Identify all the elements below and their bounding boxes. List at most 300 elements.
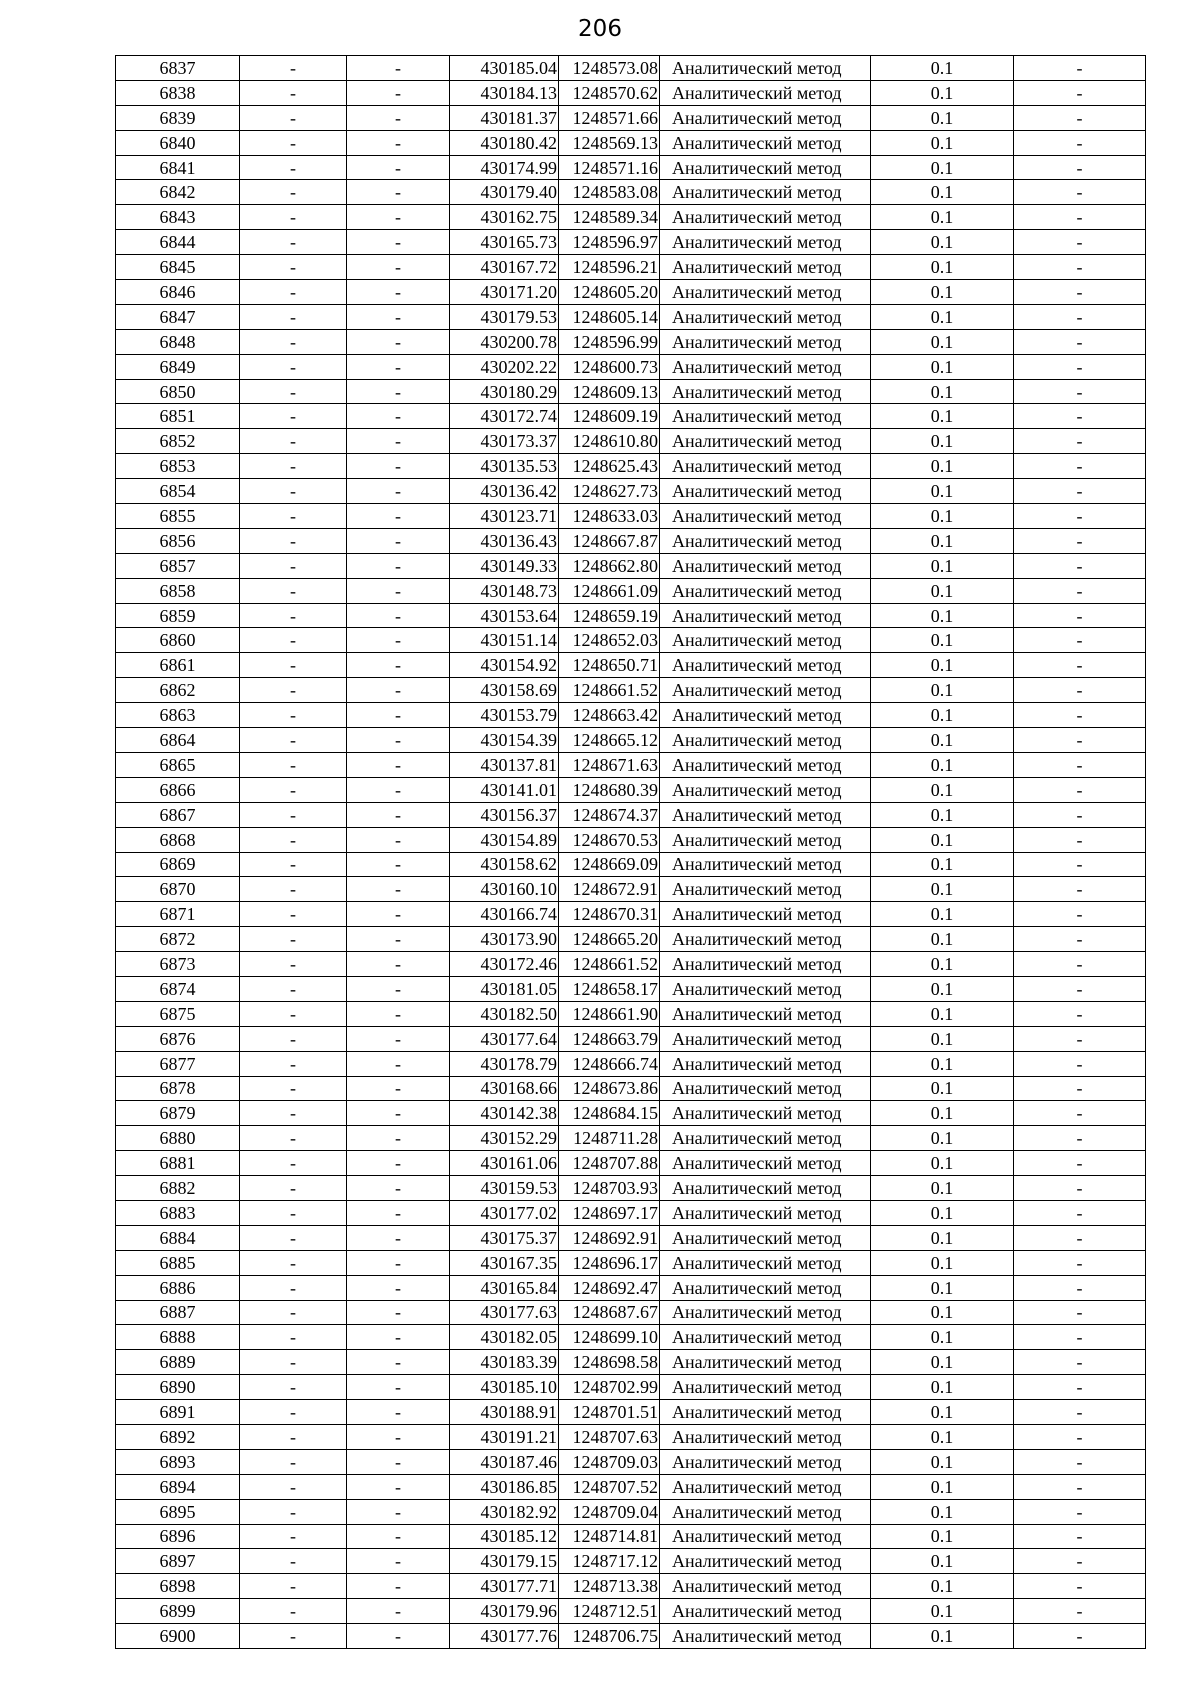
y-coordinate-cell: 1248600.73 <box>559 354 660 379</box>
accuracy-cell: 0.1 <box>871 1250 1014 1275</box>
dash-cell: - <box>347 1151 450 1176</box>
x-coordinate-cell: 430182.50 <box>450 1001 559 1026</box>
dash-cell: - <box>240 628 347 653</box>
dash-cell: - <box>1014 205 1146 230</box>
dash-cell: - <box>1014 255 1146 280</box>
dash-cell: - <box>240 902 347 927</box>
dash-cell: - <box>347 703 450 728</box>
point-number-cell: 6894 <box>116 1474 240 1499</box>
y-coordinate-cell: 1248661.52 <box>559 678 660 703</box>
x-coordinate-cell: 430165.84 <box>450 1275 559 1300</box>
dash-cell: - <box>1014 1524 1146 1549</box>
method-cell: Аналитический метод <box>660 952 871 977</box>
y-coordinate-cell: 1248692.91 <box>559 1225 660 1250</box>
y-coordinate-cell: 1248670.31 <box>559 902 660 927</box>
dash-cell: - <box>240 230 347 255</box>
point-number-cell: 6879 <box>116 1101 240 1126</box>
dash-cell: - <box>1014 1225 1146 1250</box>
dash-cell: - <box>1014 528 1146 553</box>
dash-cell: - <box>240 952 347 977</box>
table-row <box>116 1026 1146 1051</box>
y-coordinate-cell: 1248699.10 <box>559 1325 660 1350</box>
method-cell: Аналитический метод <box>660 1300 871 1325</box>
accuracy-cell: 0.1 <box>871 952 1014 977</box>
table-row <box>116 280 1146 305</box>
point-number-cell: 6895 <box>116 1499 240 1524</box>
dash-cell: - <box>240 1499 347 1524</box>
table-row <box>116 1275 1146 1300</box>
accuracy-cell: 0.1 <box>871 1424 1014 1449</box>
x-coordinate-cell: 430154.92 <box>450 653 559 678</box>
dash-cell: - <box>347 728 450 753</box>
dash-cell: - <box>1014 877 1146 902</box>
accuracy-cell: 0.1 <box>871 827 1014 852</box>
method-cell: Аналитический метод <box>660 1001 871 1026</box>
point-number-cell: 6877 <box>116 1051 240 1076</box>
accuracy-cell: 0.1 <box>871 1101 1014 1126</box>
accuracy-cell: 0.1 <box>871 1325 1014 1350</box>
table-row <box>116 255 1146 280</box>
method-cell: Аналитический метод <box>660 1026 871 1051</box>
dash-cell: - <box>1014 479 1146 504</box>
accuracy-cell: 0.1 <box>871 628 1014 653</box>
point-number-cell: 6878 <box>116 1076 240 1101</box>
dash-cell: - <box>1014 752 1146 777</box>
y-coordinate-cell: 1248633.03 <box>559 504 660 529</box>
dash-cell: - <box>240 1350 347 1375</box>
method-cell: Аналитический метод <box>660 678 871 703</box>
y-coordinate-cell: 1248609.13 <box>559 379 660 404</box>
accuracy-cell: 0.1 <box>871 404 1014 429</box>
dash-cell: - <box>347 752 450 777</box>
dash-cell: - <box>240 429 347 454</box>
dash-cell: - <box>240 653 347 678</box>
y-coordinate-cell: 1248674.37 <box>559 802 660 827</box>
point-number-cell: 6870 <box>116 877 240 902</box>
dash-cell: - <box>1014 1474 1146 1499</box>
x-coordinate-cell: 430158.62 <box>450 852 559 877</box>
method-cell: Аналитический метод <box>660 1549 871 1574</box>
x-coordinate-cell: 430159.53 <box>450 1176 559 1201</box>
point-number-cell: 6900 <box>116 1624 240 1649</box>
x-coordinate-cell: 430123.71 <box>450 504 559 529</box>
accuracy-cell: 0.1 <box>871 678 1014 703</box>
dash-cell: - <box>347 1275 450 1300</box>
method-cell: Аналитический метод <box>660 976 871 1001</box>
accuracy-cell: 0.1 <box>871 1574 1014 1599</box>
x-coordinate-cell: 430136.42 <box>450 479 559 504</box>
accuracy-cell: 0.1 <box>871 1051 1014 1076</box>
x-coordinate-cell: 430168.66 <box>450 1076 559 1101</box>
point-number-cell: 6889 <box>116 1350 240 1375</box>
dash-cell: - <box>347 479 450 504</box>
y-coordinate-cell: 1248569.13 <box>559 130 660 155</box>
point-number-cell: 6898 <box>116 1574 240 1599</box>
table-row <box>116 603 1146 628</box>
point-number-cell: 6845 <box>116 255 240 280</box>
table-row <box>116 1574 1146 1599</box>
dash-cell: - <box>347 1574 450 1599</box>
dash-cell: - <box>1014 603 1146 628</box>
dash-cell: - <box>1014 105 1146 130</box>
point-number-cell: 6883 <box>116 1200 240 1225</box>
method-cell: Аналитический метод <box>660 528 871 553</box>
dash-cell: - <box>240 1599 347 1624</box>
dash-cell: - <box>347 653 450 678</box>
table-row <box>116 528 1146 553</box>
x-coordinate-cell: 430153.79 <box>450 703 559 728</box>
dash-cell: - <box>240 1300 347 1325</box>
accuracy-cell: 0.1 <box>871 1026 1014 1051</box>
y-coordinate-cell: 1248703.93 <box>559 1176 660 1201</box>
dash-cell: - <box>240 1549 347 1574</box>
point-number-cell: 6875 <box>116 1001 240 1026</box>
dash-cell: - <box>240 1076 347 1101</box>
table-body <box>116 56 1146 1649</box>
table-row <box>116 777 1146 802</box>
coordinates-table <box>115 55 1146 1649</box>
dash-cell: - <box>347 852 450 877</box>
dash-cell: - <box>347 180 450 205</box>
dash-cell: - <box>1014 927 1146 952</box>
dash-cell: - <box>347 1101 450 1126</box>
method-cell: Аналитический метод <box>660 1250 871 1275</box>
dash-cell: - <box>347 578 450 603</box>
dash-cell: - <box>1014 827 1146 852</box>
dash-cell: - <box>240 1225 347 1250</box>
table-row <box>116 1001 1146 1026</box>
method-cell: Аналитический метод <box>660 777 871 802</box>
dash-cell: - <box>1014 1176 1146 1201</box>
dash-cell: - <box>347 877 450 902</box>
accuracy-cell: 0.1 <box>871 479 1014 504</box>
dash-cell: - <box>1014 578 1146 603</box>
table-row <box>116 429 1146 454</box>
y-coordinate-cell: 1248709.04 <box>559 1499 660 1524</box>
dash-cell: - <box>240 130 347 155</box>
x-coordinate-cell: 430182.92 <box>450 1499 559 1524</box>
dash-cell: - <box>240 1375 347 1400</box>
table-row <box>116 479 1146 504</box>
accuracy-cell: 0.1 <box>871 802 1014 827</box>
y-coordinate-cell: 1248697.17 <box>559 1200 660 1225</box>
y-coordinate-cell: 1248610.80 <box>559 429 660 454</box>
method-cell: Аналитический метод <box>660 1499 871 1524</box>
method-cell: Аналитический метод <box>660 280 871 305</box>
dash-cell: - <box>1014 1400 1146 1425</box>
y-coordinate-cell: 1248673.86 <box>559 1076 660 1101</box>
point-number-cell: 6862 <box>116 678 240 703</box>
table-row <box>116 553 1146 578</box>
y-coordinate-cell: 1248706.75 <box>559 1624 660 1649</box>
dash-cell: - <box>347 1449 450 1474</box>
accuracy-cell: 0.1 <box>871 553 1014 578</box>
x-coordinate-cell: 430160.10 <box>450 877 559 902</box>
y-coordinate-cell: 1248666.74 <box>559 1051 660 1076</box>
method-cell: Аналитический метод <box>660 578 871 603</box>
point-number-cell: 6872 <box>116 927 240 952</box>
point-number-cell: 6874 <box>116 976 240 1001</box>
y-coordinate-cell: 1248627.73 <box>559 479 660 504</box>
method-cell: Аналитический метод <box>660 1449 871 1474</box>
point-number-cell: 6867 <box>116 802 240 827</box>
dash-cell: - <box>1014 802 1146 827</box>
accuracy-cell: 0.1 <box>871 1499 1014 1524</box>
accuracy-cell: 0.1 <box>871 454 1014 479</box>
accuracy-cell: 0.1 <box>871 752 1014 777</box>
dash-cell: - <box>347 379 450 404</box>
method-cell: Аналитический метод <box>660 454 871 479</box>
x-coordinate-cell: 430167.72 <box>450 255 559 280</box>
accuracy-cell: 0.1 <box>871 777 1014 802</box>
point-number-cell: 6881 <box>116 1151 240 1176</box>
dash-cell: - <box>240 1051 347 1076</box>
y-coordinate-cell: 1248692.47 <box>559 1275 660 1300</box>
method-cell: Аналитический метод <box>660 1076 871 1101</box>
point-number-cell: 6841 <box>116 155 240 180</box>
dash-cell: - <box>240 752 347 777</box>
dash-cell: - <box>240 827 347 852</box>
point-number-cell: 6847 <box>116 304 240 329</box>
dash-cell: - <box>1014 1599 1146 1624</box>
method-cell: Аналитический метод <box>660 1200 871 1225</box>
dash-cell: - <box>347 1176 450 1201</box>
method-cell: Аналитический метод <box>660 1325 871 1350</box>
y-coordinate-cell: 1248667.87 <box>559 528 660 553</box>
method-cell: Аналитический метод <box>660 56 871 81</box>
x-coordinate-cell: 430174.99 <box>450 155 559 180</box>
dash-cell: - <box>347 230 450 255</box>
point-number-cell: 6873 <box>116 952 240 977</box>
accuracy-cell: 0.1 <box>871 329 1014 354</box>
y-coordinate-cell: 1248605.14 <box>559 304 660 329</box>
dash-cell: - <box>347 354 450 379</box>
dash-cell: - <box>240 927 347 952</box>
x-coordinate-cell: 430165.73 <box>450 230 559 255</box>
dash-cell: - <box>240 603 347 628</box>
accuracy-cell: 0.1 <box>871 1076 1014 1101</box>
dash-cell: - <box>1014 1051 1146 1076</box>
method-cell: Аналитический метод <box>660 1275 871 1300</box>
x-coordinate-cell: 430137.81 <box>450 752 559 777</box>
table-row <box>116 205 1146 230</box>
x-coordinate-cell: 430135.53 <box>450 454 559 479</box>
method-cell: Аналитический метод <box>660 1101 871 1126</box>
dash-cell: - <box>240 180 347 205</box>
dash-cell: - <box>1014 1126 1146 1151</box>
x-coordinate-cell: 430153.64 <box>450 603 559 628</box>
dash-cell: - <box>347 678 450 703</box>
dash-cell: - <box>1014 404 1146 429</box>
dash-cell: - <box>1014 653 1146 678</box>
x-coordinate-cell: 430200.78 <box>450 329 559 354</box>
x-coordinate-cell: 430148.73 <box>450 578 559 603</box>
dash-cell: - <box>240 777 347 802</box>
method-cell: Аналитический метод <box>660 479 871 504</box>
point-number-cell: 6843 <box>116 205 240 230</box>
dash-cell: - <box>1014 329 1146 354</box>
dash-cell: - <box>347 827 450 852</box>
dash-cell: - <box>347 1524 450 1549</box>
accuracy-cell: 0.1 <box>871 280 1014 305</box>
dash-cell: - <box>240 703 347 728</box>
dash-cell: - <box>1014 130 1146 155</box>
y-coordinate-cell: 1248571.16 <box>559 155 660 180</box>
table-row <box>116 1325 1146 1350</box>
x-coordinate-cell: 430154.89 <box>450 827 559 852</box>
dash-cell: - <box>1014 280 1146 305</box>
x-coordinate-cell: 430156.37 <box>450 802 559 827</box>
y-coordinate-cell: 1248596.99 <box>559 329 660 354</box>
y-coordinate-cell: 1248707.52 <box>559 1474 660 1499</box>
method-cell: Аналитический метод <box>660 628 871 653</box>
y-coordinate-cell: 1248570.62 <box>559 80 660 105</box>
x-coordinate-cell: 430177.71 <box>450 1574 559 1599</box>
dash-cell: - <box>347 1350 450 1375</box>
dash-cell: - <box>1014 1300 1146 1325</box>
dash-cell: - <box>347 1051 450 1076</box>
table-row <box>116 404 1146 429</box>
dash-cell: - <box>347 1424 450 1449</box>
y-coordinate-cell: 1248698.58 <box>559 1350 660 1375</box>
table-row <box>116 1499 1146 1524</box>
table-row <box>116 1350 1146 1375</box>
dash-cell: - <box>1014 1275 1146 1300</box>
y-coordinate-cell: 1248663.42 <box>559 703 660 728</box>
dash-cell: - <box>240 877 347 902</box>
y-coordinate-cell: 1248589.34 <box>559 205 660 230</box>
accuracy-cell: 0.1 <box>871 130 1014 155</box>
table-row <box>116 1474 1146 1499</box>
y-coordinate-cell: 1248702.99 <box>559 1375 660 1400</box>
dash-cell: - <box>240 479 347 504</box>
dash-cell: - <box>1014 180 1146 205</box>
method-cell: Аналитический метод <box>660 180 871 205</box>
table-row <box>116 902 1146 927</box>
dash-cell: - <box>240 205 347 230</box>
table-row <box>116 1424 1146 1449</box>
dash-cell: - <box>1014 1449 1146 1474</box>
table-row <box>116 1151 1146 1176</box>
method-cell: Аналитический метод <box>660 1599 871 1624</box>
point-number-cell: 6854 <box>116 479 240 504</box>
dash-cell: - <box>240 678 347 703</box>
point-number-cell: 6871 <box>116 902 240 927</box>
x-coordinate-cell: 430136.43 <box>450 528 559 553</box>
point-number-cell: 6891 <box>116 1400 240 1425</box>
accuracy-cell: 0.1 <box>871 1599 1014 1624</box>
x-coordinate-cell: 430184.13 <box>450 80 559 105</box>
dash-cell: - <box>1014 379 1146 404</box>
accuracy-cell: 0.1 <box>871 528 1014 553</box>
dash-cell: - <box>1014 454 1146 479</box>
y-coordinate-cell: 1248707.63 <box>559 1424 660 1449</box>
point-number-cell: 6857 <box>116 553 240 578</box>
y-coordinate-cell: 1248712.51 <box>559 1599 660 1624</box>
method-cell: Аналитический метод <box>660 1375 871 1400</box>
table-row <box>116 1549 1146 1574</box>
dash-cell: - <box>240 1250 347 1275</box>
table-row <box>116 578 1146 603</box>
method-cell: Аналитический метод <box>660 230 871 255</box>
y-coordinate-cell: 1248625.43 <box>559 454 660 479</box>
dash-cell: - <box>347 130 450 155</box>
y-coordinate-cell: 1248661.90 <box>559 1001 660 1026</box>
point-number-cell: 6893 <box>116 1449 240 1474</box>
point-number-cell: 6858 <box>116 578 240 603</box>
dash-cell: - <box>1014 976 1146 1001</box>
dash-cell: - <box>240 1200 347 1225</box>
x-coordinate-cell: 430187.46 <box>450 1449 559 1474</box>
dash-cell: - <box>347 1225 450 1250</box>
y-coordinate-cell: 1248701.51 <box>559 1400 660 1425</box>
y-coordinate-cell: 1248661.52 <box>559 952 660 977</box>
table-row <box>116 329 1146 354</box>
table-row <box>116 628 1146 653</box>
dash-cell: - <box>1014 56 1146 81</box>
accuracy-cell: 0.1 <box>871 1151 1014 1176</box>
point-number-cell: 6865 <box>116 752 240 777</box>
x-coordinate-cell: 430178.79 <box>450 1051 559 1076</box>
dash-cell: - <box>240 1474 347 1499</box>
dash-cell: - <box>347 255 450 280</box>
point-number-cell: 6846 <box>116 280 240 305</box>
dash-cell: - <box>347 429 450 454</box>
method-cell: Аналитический метод <box>660 852 871 877</box>
method-cell: Аналитический метод <box>660 354 871 379</box>
method-cell: Аналитический метод <box>660 1474 871 1499</box>
dash-cell: - <box>347 304 450 329</box>
x-coordinate-cell: 430188.91 <box>450 1400 559 1425</box>
dash-cell: - <box>240 1176 347 1201</box>
dash-cell: - <box>1014 777 1146 802</box>
dash-cell: - <box>1014 553 1146 578</box>
x-coordinate-cell: 430183.39 <box>450 1350 559 1375</box>
dash-cell: - <box>1014 1375 1146 1400</box>
dash-cell: - <box>240 852 347 877</box>
accuracy-cell: 0.1 <box>871 56 1014 81</box>
dash-cell: - <box>1014 1574 1146 1599</box>
table-row <box>116 852 1146 877</box>
dash-cell: - <box>1014 852 1146 877</box>
dash-cell: - <box>347 205 450 230</box>
dash-cell: - <box>240 976 347 1001</box>
dash-cell: - <box>240 329 347 354</box>
dash-cell: - <box>347 1624 450 1649</box>
method-cell: Аналитический метод <box>660 404 871 429</box>
x-coordinate-cell: 430172.46 <box>450 952 559 977</box>
y-coordinate-cell: 1248662.80 <box>559 553 660 578</box>
table-row <box>116 728 1146 753</box>
point-number-cell: 6869 <box>116 852 240 877</box>
table-row <box>116 1176 1146 1201</box>
accuracy-cell: 0.1 <box>871 1524 1014 1549</box>
method-cell: Аналитический метод <box>660 802 871 827</box>
dash-cell: - <box>1014 1076 1146 1101</box>
x-coordinate-cell: 430167.35 <box>450 1250 559 1275</box>
accuracy-cell: 0.1 <box>871 180 1014 205</box>
table-row <box>116 354 1146 379</box>
accuracy-cell: 0.1 <box>871 728 1014 753</box>
x-coordinate-cell: 430173.37 <box>450 429 559 454</box>
method-cell: Аналитический метод <box>660 1524 871 1549</box>
table-row <box>116 678 1146 703</box>
table-row <box>116 504 1146 529</box>
accuracy-cell: 0.1 <box>871 927 1014 952</box>
x-coordinate-cell: 430181.05 <box>450 976 559 1001</box>
table-row <box>116 155 1146 180</box>
accuracy-cell: 0.1 <box>871 1176 1014 1201</box>
